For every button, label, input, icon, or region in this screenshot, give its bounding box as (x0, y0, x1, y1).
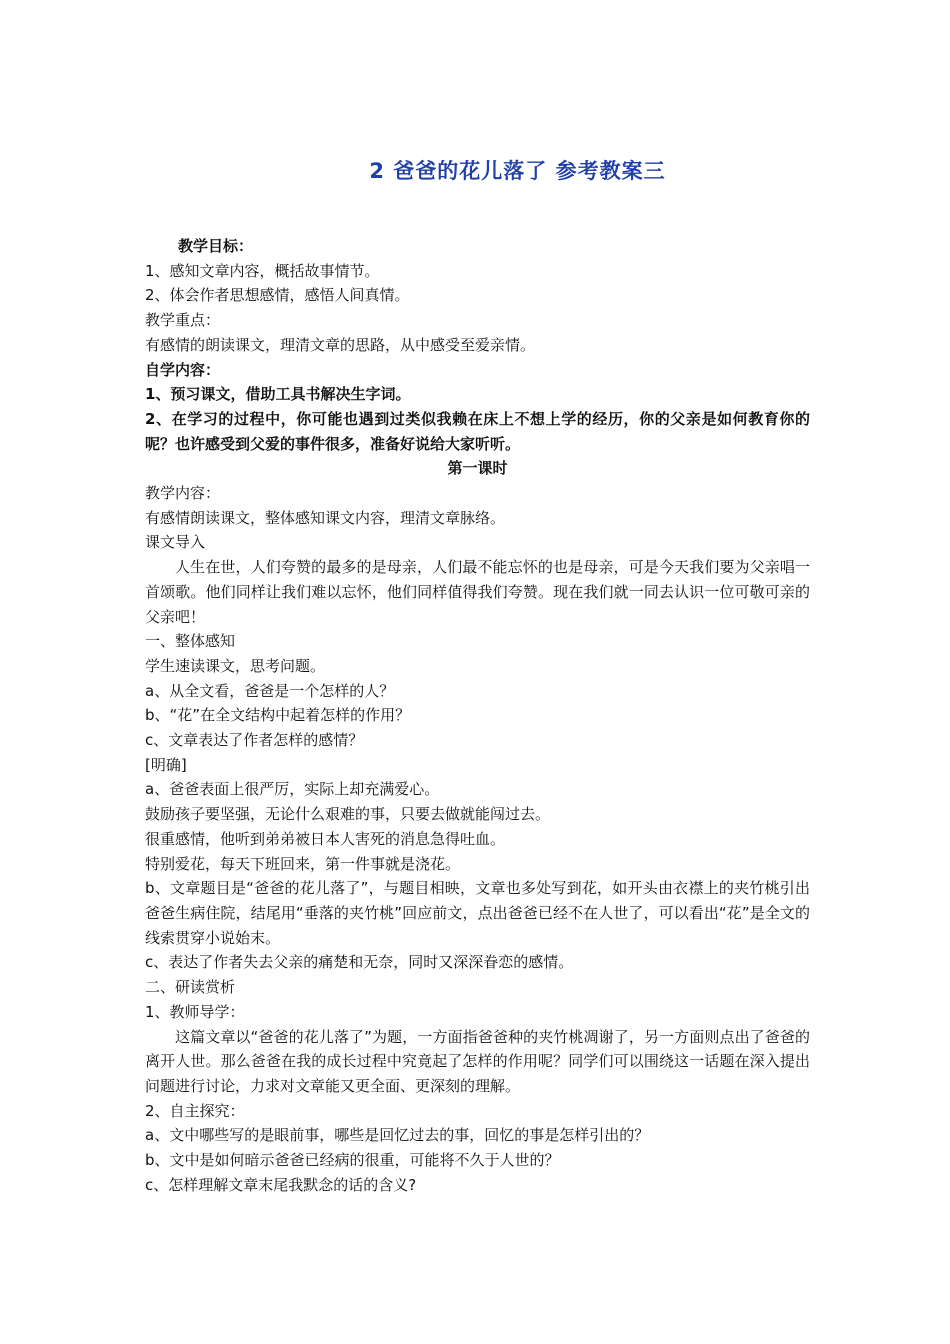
explore-heading: 2、自主探究： (145, 1101, 245, 1120)
lesson-heading: 第一课时 (447, 459, 508, 478)
answer-a-2: 鼓励孩子要坚强，无论什么艰难的事，只要去做就能闯过去。 (145, 805, 551, 824)
answer-b: b、文章题目是“爸爸的花儿落了”，与题目相映，文章也多处写到花，如开头由衣襟上的夹竹桃引出爸爸生病住院，结尾用“垂落的夹竹桃”回应前文，点出爸爸已经不在人世了，可以看出“花”是全文的线索贯穿小说始末。 (145, 879, 810, 947)
reading-task: 学生速读课文，思考问题。 (145, 656, 326, 675)
self-study-2: 2、在学习的过程中，你可能也遇到过类似我赖在床上不想上学的经历，你的父亲是如何教育你的呢？也许感受到父爱的事件很多，准备好说给大家听听。 (145, 409, 810, 453)
guide-heading: 1、教师导学： (145, 1002, 245, 1021)
objective-2: 2、体会作者思想感情，感悟人间真情。 (145, 286, 410, 305)
content-text: 有感情朗读课文，整体感知课文内容，理清文章脉络。 (145, 508, 506, 527)
intro-paragraph: 人生在世，人们夸赞的最多的是母亲，人们最不能忘怀的也是母亲，可是今天我们要为父亲唱一首颂歌。他们同样让我们难以忘怀，他们同样值得我们夸赞。现在我们就一同去认识一位可敬可亲的父亲吧！ (145, 558, 810, 626)
question-c: c、文章表达了作者怎样的感情？ (145, 731, 364, 750)
explore-c: c、怎样理解文章末尾我默念的话的含义? (145, 1175, 417, 1194)
answer-a-4: 特别爱花，每天下班回来，第一件事就是浇花。 (145, 854, 461, 873)
guide-paragraph: 这篇文章以“爸爸的花儿落了”为题，一方面指爸爸种的夹竹桃凋谢了，另一方面则点出了爸爸的离开人世。那么爸爸在我的成长过程中究竟起了怎样的作用呢？同学们可以围绕这一话题在深入提出问题进行讨论，力求对文章能又更全面、更深刻的理解。 (145, 1027, 810, 1095)
document-title: 2 爸爸的花儿落了 参考教案三 (369, 159, 666, 183)
answer-a: a、爸爸表面上很严厉，实际上却充满爱心。 (145, 780, 440, 799)
intro-heading: 课文导入 (145, 533, 206, 552)
focus-heading: 教学重点： (145, 311, 221, 330)
section-1-heading: 一、整体感知 (145, 632, 236, 651)
objective-1: 1、感知文章内容，概括故事情节。 (145, 261, 380, 280)
self-study-heading: 自学内容： (145, 360, 221, 379)
content-heading: 教学内容： (145, 484, 221, 503)
focus-text: 有感情的朗读课文，理清文章的思路，从中感受至爱亲情。 (145, 335, 536, 354)
answer-c: c、表达了作者失去父亲的痛楚和无奈，同时又深深眷恋的感情。 (145, 953, 574, 972)
question-a: a、从全文看，爸爸是一个怎样的人？ (145, 681, 395, 700)
document-body (145, 234, 810, 1197)
explore-b: b、文中是如何暗示爸爸已经病的很重，可能将不久于人世的？ (145, 1151, 560, 1170)
question-b: b、“花”在全文结构中起着怎样的作用？ (145, 706, 411, 725)
explore-a: a、文中哪些写的是眼前事，哪些是回忆过去的事，回忆的事是怎样引出的？ (145, 1126, 650, 1145)
clarify-label: [明确] (145, 755, 187, 774)
answer-a-3: 很重感情，他听到弟弟被日本人害死的消息急得吐血。 (145, 829, 506, 848)
objectives-heading: 教学目标： (178, 237, 254, 255)
section-2-heading: 二、研读赏析 (145, 978, 236, 997)
self-study-1: 1、预习课文，借助工具书解决生字词。 (145, 385, 411, 404)
